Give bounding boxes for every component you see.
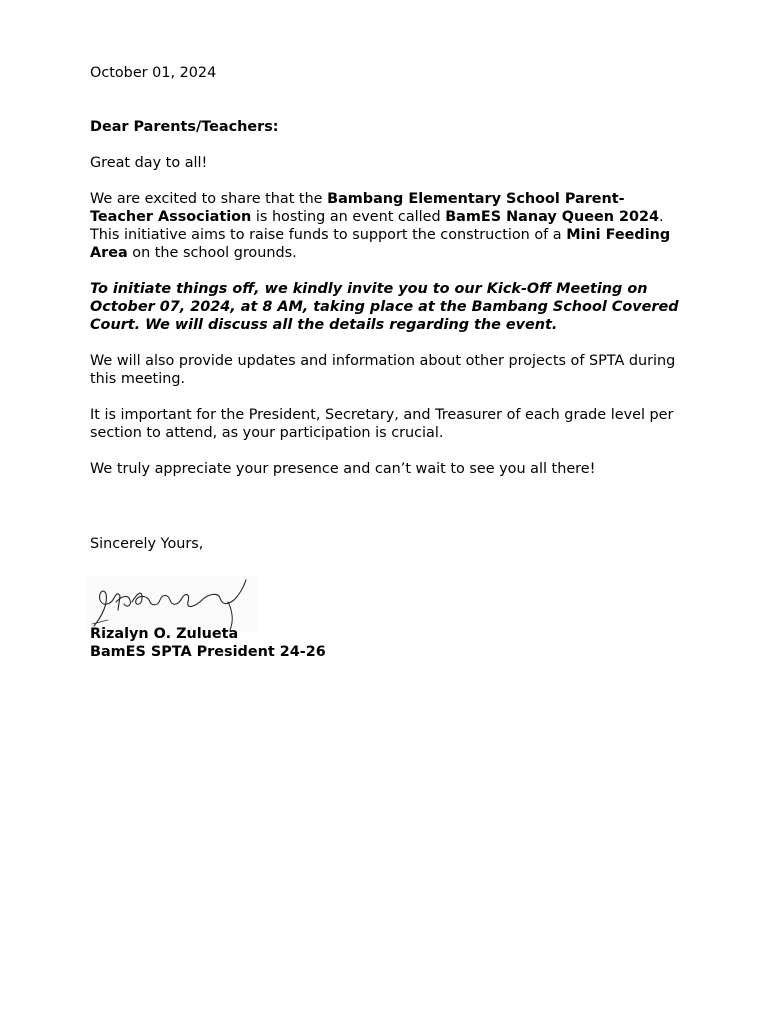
letter-date: October 01, 2024 — [90, 65, 217, 81]
appreciation-paragraph: We truly appreciate your presence and can’t wait to see you all there! — [90, 461, 596, 477]
intro-text-4: on the school grounds. — [127, 245, 297, 261]
attendance-paragraph: It is important for the President, Secretary, and Treasurer of each grade level per section to attend, as your participation is crucial. — [90, 407, 674, 441]
intro-text-2: is hosting an event called — [251, 209, 446, 225]
updates-paragraph: We will also provide updates and information about other projects of SPTA during this meeting. — [90, 353, 676, 387]
signature-scribble — [86, 576, 258, 632]
signer-title: BamES SPTA President 24-26 — [90, 644, 326, 660]
signature-image — [86, 576, 258, 632]
intro-text-3: . This initiative aims to raise funds to support the construction of a — [90, 209, 664, 243]
invitation-paragraph: To initiate things off, we kindly invite you to our Kick-Off Meeting on October 07, 2024, at 8 AM, taking place at the Bambang School Covered Court. We will discuss all the details regarding the event. — [90, 281, 679, 333]
closing-line: Sincerely Yours, — [90, 536, 204, 552]
association-name: Bambang Elementary School Parent-Teacher Association — [90, 191, 625, 225]
greeting: Great day to all! — [90, 155, 208, 171]
signer-block — [90, 625, 326, 661]
signer-name: Rizalyn O. Zulueta — [90, 626, 239, 642]
project-name: Mini Feeding Area — [90, 227, 671, 261]
event-name: BamES Nanay Queen 2024 — [445, 209, 660, 225]
intro-paragraph — [90, 190, 680, 262]
intro-text-1: We are excited to share that the — [90, 191, 328, 207]
letter-body — [90, 64, 680, 496]
salutation: Dear Parents/Teachers: — [90, 119, 279, 135]
